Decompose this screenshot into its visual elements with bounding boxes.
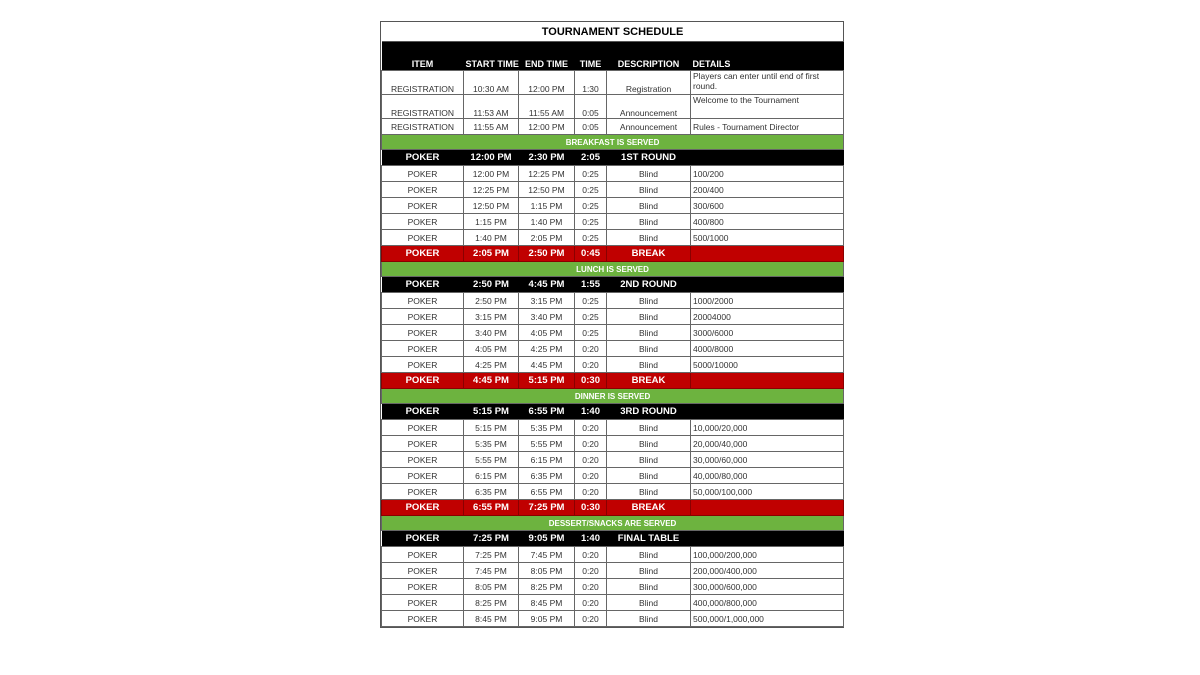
- cell-end-time: 12:00 PM: [519, 119, 575, 135]
- cell-end-time: 12:25 PM: [519, 166, 575, 182]
- table-row: [382, 547, 844, 563]
- cell-details: 100,000/200,000: [691, 547, 844, 563]
- cell-item: POKER: [382, 325, 464, 341]
- cell-start-time: 12:25 PM: [464, 182, 519, 198]
- table-row: [382, 230, 844, 246]
- cell-start-time: 2:05 PM: [464, 246, 519, 262]
- cell-description: Blind: [607, 309, 691, 325]
- cell-duration: 0:20: [575, 484, 607, 500]
- cell-end-time: 1:40 PM: [519, 214, 575, 230]
- cell-details: 500,000/1,000,000: [691, 611, 844, 627]
- cell-description: Blind: [607, 579, 691, 595]
- cell-duration: 0:20: [575, 563, 607, 579]
- cell-start-time: 11:55 AM: [464, 119, 519, 135]
- cell-start-time: 12:00 PM: [464, 150, 519, 166]
- cell-start-time: 12:50 PM: [464, 198, 519, 214]
- cell-item: POKER: [382, 468, 464, 484]
- cell-start-time: 7:45 PM: [464, 563, 519, 579]
- cell-item: POKER: [382, 595, 464, 611]
- cell-description: 3RD ROUND: [607, 404, 691, 420]
- cell-end-time: 3:15 PM: [519, 293, 575, 309]
- cell-start-time: 12:00 PM: [464, 166, 519, 182]
- cell-details: [691, 373, 844, 389]
- cell-details: [691, 404, 844, 420]
- cell-item: REGISTRATION: [382, 71, 464, 95]
- cell-duration: 0:45: [575, 246, 607, 262]
- cell-description: BREAK: [607, 500, 691, 516]
- cell-end-time: 8:45 PM: [519, 595, 575, 611]
- cell-item: POKER: [382, 198, 464, 214]
- cell-details: 3000/6000: [691, 325, 844, 341]
- cell-end-time: 2:50 PM: [519, 246, 575, 262]
- cell-item: POKER: [382, 373, 464, 389]
- cell-duration: 0:05: [575, 119, 607, 135]
- break-row: [382, 246, 844, 262]
- meal-served-label: BREAKFAST IS SERVED: [382, 135, 844, 150]
- cell-description: 2ND ROUND: [607, 277, 691, 293]
- cell-start-time: 7:25 PM: [464, 531, 519, 547]
- round-header-row: [382, 150, 844, 166]
- header-item: ITEM: [382, 42, 464, 71]
- cell-item: POKER: [382, 579, 464, 595]
- cell-start-time: 8:25 PM: [464, 595, 519, 611]
- cell-end-time: 12:00 PM: [519, 71, 575, 95]
- cell-duration: 0:25: [575, 309, 607, 325]
- cell-item: POKER: [382, 277, 464, 293]
- cell-description: Blind: [607, 436, 691, 452]
- cell-item: POKER: [382, 500, 464, 516]
- cell-details: 200,000/400,000: [691, 563, 844, 579]
- cell-duration: 0:20: [575, 420, 607, 436]
- table-row: [382, 484, 844, 500]
- cell-details: 300,000/600,000: [691, 579, 844, 595]
- cell-item: POKER: [382, 214, 464, 230]
- cell-start-time: 5:15 PM: [464, 420, 519, 436]
- cell-start-time: 11:53 AM: [464, 95, 519, 119]
- cell-item: POKER: [382, 246, 464, 262]
- cell-description: BREAK: [607, 246, 691, 262]
- cell-duration: 0:25: [575, 182, 607, 198]
- cell-item: POKER: [382, 150, 464, 166]
- table-row: [382, 563, 844, 579]
- cell-duration: 1:55: [575, 277, 607, 293]
- table-row: [382, 595, 844, 611]
- cell-description: 1ST ROUND: [607, 150, 691, 166]
- cell-end-time: 4:45 PM: [519, 357, 575, 373]
- cell-duration: 0:25: [575, 214, 607, 230]
- cell-end-time: 5:55 PM: [519, 436, 575, 452]
- header-time: TIME: [575, 42, 607, 71]
- cell-item: POKER: [382, 309, 464, 325]
- cell-end-time: 6:55 PM: [519, 484, 575, 500]
- table-row: [382, 452, 844, 468]
- cell-item: REGISTRATION: [382, 95, 464, 119]
- cell-description: Blind: [607, 166, 691, 182]
- cell-description: Blind: [607, 293, 691, 309]
- cell-start-time: 7:25 PM: [464, 547, 519, 563]
- cell-details: [691, 531, 844, 547]
- cell-description: Blind: [607, 198, 691, 214]
- cell-end-time: 9:05 PM: [519, 531, 575, 547]
- cell-start-time: 4:45 PM: [464, 373, 519, 389]
- cell-duration: 0:05: [575, 95, 607, 119]
- cell-details: [691, 150, 844, 166]
- round-header-row: [382, 404, 844, 420]
- cell-duration: 1:40: [575, 531, 607, 547]
- cell-description: Blind: [607, 484, 691, 500]
- cell-duration: 0:20: [575, 579, 607, 595]
- table-row: [382, 436, 844, 452]
- cell-start-time: 4:25 PM: [464, 357, 519, 373]
- cell-duration: 0:20: [575, 341, 607, 357]
- cell-start-time: 5:35 PM: [464, 436, 519, 452]
- cell-details: 4000/8000: [691, 341, 844, 357]
- cell-end-time: 4:05 PM: [519, 325, 575, 341]
- cell-details: [691, 277, 844, 293]
- cell-end-time: 2:30 PM: [519, 150, 575, 166]
- cell-end-time: 6:55 PM: [519, 404, 575, 420]
- cell-details: 300/600: [691, 198, 844, 214]
- table-row: [382, 309, 844, 325]
- cell-item: POKER: [382, 230, 464, 246]
- cell-item: POKER: [382, 182, 464, 198]
- cell-end-time: 4:25 PM: [519, 341, 575, 357]
- cell-description: Blind: [607, 357, 691, 373]
- table-row: [382, 71, 844, 95]
- table-row: [382, 325, 844, 341]
- cell-start-time: 6:55 PM: [464, 500, 519, 516]
- cell-item: POKER: [382, 404, 464, 420]
- cell-duration: 0:25: [575, 325, 607, 341]
- cell-details: Rules - Tournament Director: [691, 119, 844, 135]
- cell-end-time: 1:15 PM: [519, 198, 575, 214]
- schedule-title: TOURNAMENT SCHEDULE: [382, 22, 844, 42]
- cell-start-time: 3:40 PM: [464, 325, 519, 341]
- cell-start-time: 1:15 PM: [464, 214, 519, 230]
- cell-duration: 1:30: [575, 71, 607, 95]
- cell-description: Announcement: [607, 95, 691, 119]
- cell-end-time: 4:45 PM: [519, 277, 575, 293]
- cell-start-time: 5:55 PM: [464, 452, 519, 468]
- table-row: [382, 95, 844, 119]
- cell-description: Registration: [607, 71, 691, 95]
- cell-duration: 0:30: [575, 500, 607, 516]
- cell-description: Blind: [607, 214, 691, 230]
- cell-start-time: 3:15 PM: [464, 309, 519, 325]
- cell-duration: 0:25: [575, 166, 607, 182]
- cell-details: 50,000/100,000: [691, 484, 844, 500]
- cell-item: POKER: [382, 420, 464, 436]
- cell-item: POKER: [382, 293, 464, 309]
- cell-item: POKER: [382, 452, 464, 468]
- table-row: [382, 166, 844, 182]
- meal-served-row: [382, 389, 844, 404]
- cell-details: 400/800: [691, 214, 844, 230]
- cell-item: POKER: [382, 484, 464, 500]
- cell-start-time: 10:30 AM: [464, 71, 519, 95]
- cell-description: Blind: [607, 611, 691, 627]
- cell-description: Blind: [607, 563, 691, 579]
- cell-duration: 0:25: [575, 230, 607, 246]
- table-row: [382, 420, 844, 436]
- cell-end-time: 6:15 PM: [519, 452, 575, 468]
- cell-item: POKER: [382, 531, 464, 547]
- meal-served-label: DINNER IS SERVED: [382, 389, 844, 404]
- cell-duration: 0:25: [575, 293, 607, 309]
- cell-item: POKER: [382, 166, 464, 182]
- cell-details: 40,000/80,000: [691, 468, 844, 484]
- cell-duration: 0:20: [575, 436, 607, 452]
- cell-start-time: 8:45 PM: [464, 611, 519, 627]
- cell-details: 10,000/20,000: [691, 420, 844, 436]
- header-start-time: START TIME: [464, 42, 519, 71]
- schedule-table: [381, 22, 844, 627]
- table-row: [382, 119, 844, 135]
- break-row: [382, 500, 844, 516]
- cell-details: 500/1000: [691, 230, 844, 246]
- round-header-row: [382, 531, 844, 547]
- cell-end-time: 8:05 PM: [519, 563, 575, 579]
- cell-details: 200/400: [691, 182, 844, 198]
- table-row: [382, 611, 844, 627]
- cell-description: Announcement: [607, 119, 691, 135]
- cell-end-time: 7:45 PM: [519, 547, 575, 563]
- cell-end-time: 3:40 PM: [519, 309, 575, 325]
- cell-start-time: 8:05 PM: [464, 579, 519, 595]
- cell-item: POKER: [382, 611, 464, 627]
- cell-description: Blind: [607, 182, 691, 198]
- cell-details: 20,000/40,000: [691, 436, 844, 452]
- cell-description: Blind: [607, 468, 691, 484]
- cell-description: BREAK: [607, 373, 691, 389]
- cell-details: 20004000: [691, 309, 844, 325]
- cell-duration: 2:05: [575, 150, 607, 166]
- tournament-schedule-sheet: [380, 21, 844, 628]
- cell-details: [691, 246, 844, 262]
- header-description: DESCRIPTION: [607, 42, 691, 71]
- cell-description: Blind: [607, 325, 691, 341]
- header-end-time: END TIME: [519, 42, 575, 71]
- cell-duration: 0:20: [575, 611, 607, 627]
- cell-item: POKER: [382, 563, 464, 579]
- table-row: [382, 357, 844, 373]
- cell-duration: 0:20: [575, 468, 607, 484]
- cell-duration: 0:20: [575, 595, 607, 611]
- cell-start-time: 5:15 PM: [464, 404, 519, 420]
- cell-duration: 0:20: [575, 357, 607, 373]
- header-details: DETAILS: [691, 42, 844, 71]
- cell-end-time: 5:35 PM: [519, 420, 575, 436]
- cell-duration: 0:30: [575, 373, 607, 389]
- cell-details: 1000/2000: [691, 293, 844, 309]
- cell-start-time: 6:35 PM: [464, 484, 519, 500]
- header-row: [382, 42, 844, 71]
- cell-duration: 0:25: [575, 198, 607, 214]
- cell-start-time: 2:50 PM: [464, 277, 519, 293]
- cell-description: Blind: [607, 452, 691, 468]
- cell-details: 30,000/60,000: [691, 452, 844, 468]
- cell-description: FINAL TABLE: [607, 531, 691, 547]
- cell-item: REGISTRATION: [382, 119, 464, 135]
- table-row: [382, 579, 844, 595]
- cell-description: Blind: [607, 547, 691, 563]
- cell-duration: 0:20: [575, 547, 607, 563]
- table-row: [382, 182, 844, 198]
- cell-details: Welcome to the Tournament: [691, 95, 844, 119]
- cell-end-time: 6:35 PM: [519, 468, 575, 484]
- meal-served-label: LUNCH IS SERVED: [382, 262, 844, 277]
- cell-end-time: 12:50 PM: [519, 182, 575, 198]
- cell-item: POKER: [382, 341, 464, 357]
- cell-start-time: 6:15 PM: [464, 468, 519, 484]
- cell-item: POKER: [382, 357, 464, 373]
- cell-end-time: 11:55 AM: [519, 95, 575, 119]
- cell-end-time: 2:05 PM: [519, 230, 575, 246]
- cell-details: Players can enter until end of first round.: [691, 71, 844, 95]
- cell-item: POKER: [382, 436, 464, 452]
- cell-details: 400,000/800,000: [691, 595, 844, 611]
- cell-description: Blind: [607, 420, 691, 436]
- meal-served-row: [382, 516, 844, 531]
- cell-description: Blind: [607, 230, 691, 246]
- cell-start-time: 4:05 PM: [464, 341, 519, 357]
- table-row: [382, 341, 844, 357]
- cell-item: POKER: [382, 547, 464, 563]
- table-row: [382, 293, 844, 309]
- cell-end-time: 9:05 PM: [519, 611, 575, 627]
- meal-served-label: DESSERT/SNACKS ARE SERVED: [382, 516, 844, 531]
- meal-served-row: [382, 262, 844, 277]
- break-row: [382, 373, 844, 389]
- cell-start-time: 2:50 PM: [464, 293, 519, 309]
- cell-duration: 1:40: [575, 404, 607, 420]
- cell-end-time: 7:25 PM: [519, 500, 575, 516]
- cell-end-time: 5:15 PM: [519, 373, 575, 389]
- cell-description: Blind: [607, 341, 691, 357]
- cell-duration: 0:20: [575, 452, 607, 468]
- cell-description: Blind: [607, 595, 691, 611]
- round-header-row: [382, 277, 844, 293]
- table-row: [382, 468, 844, 484]
- cell-start-time: 1:40 PM: [464, 230, 519, 246]
- table-row: [382, 198, 844, 214]
- cell-details: 100/200: [691, 166, 844, 182]
- cell-details: [691, 500, 844, 516]
- cell-end-time: 8:25 PM: [519, 579, 575, 595]
- table-row: [382, 214, 844, 230]
- cell-details: 5000/10000: [691, 357, 844, 373]
- title-row: [382, 22, 844, 42]
- meal-served-row: [382, 135, 844, 150]
